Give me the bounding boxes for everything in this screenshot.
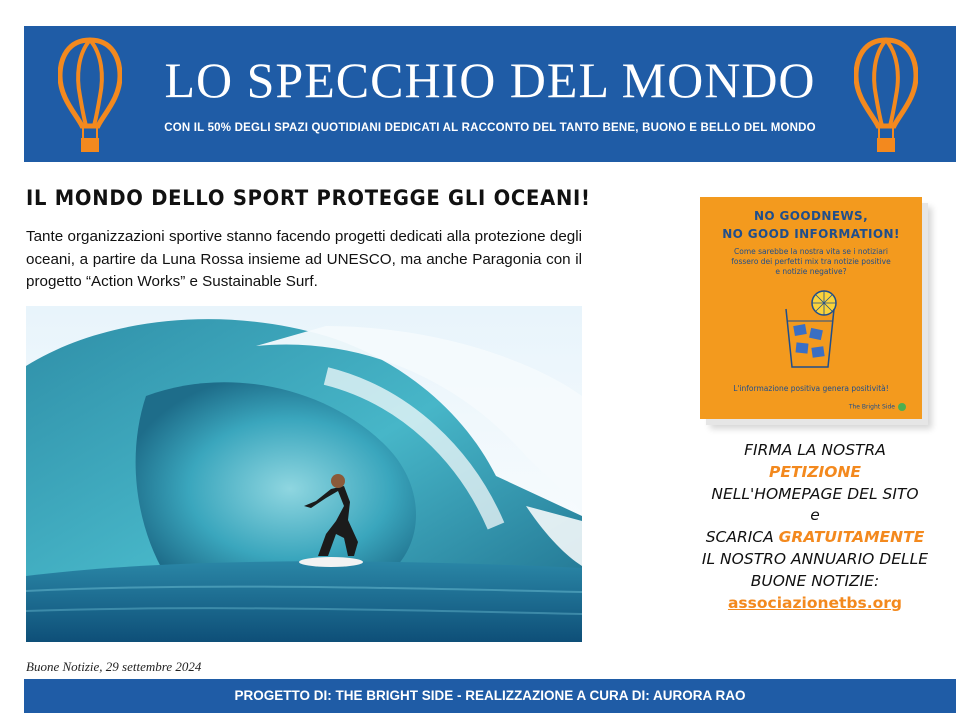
hot-air-balloon-icon	[854, 36, 918, 154]
website-link[interactable]: associazionetbs.org	[727, 593, 903, 612]
poster-brand	[849, 403, 906, 411]
poster-question: Come sarebbe la nostra vita se i notiziari fossero dei perfetti mix tra notizie positive e notizie negative?	[731, 247, 891, 276]
article-body: Tante organizzazioni sportive stanno facendo progetti dedicati alla protezione degli oceani, a partire da Luna Rossa insieme ad UNESCO, ma anche Paragonia con il progetto “Action Works” e Sustainable Surf.	[26, 228, 582, 290]
surf-photo	[26, 306, 582, 642]
cta-line-1: FIRMA LA NOSTRA	[744, 441, 886, 459]
cta-line-7: BUONE NOTIZIE:	[750, 571, 880, 590]
petition-call-to-action	[690, 440, 940, 614]
cta-line-6: IL NOSTRO ANNUARIO DELLE	[701, 549, 929, 568]
cta-line-5	[690, 527, 940, 549]
footer-credits: PROGETTO DI: THE BRIGHT SIDE - REALIZZAZIONE A CURA DI: AURORA RAO	[24, 679, 956, 713]
masthead-tagline: CON IL 50% DEGLI SPAZI QUOTIDIANI DEDICATI AL RACCONTO DEL TANTO BENE, BUONO E BELLO DEL MONDO	[164, 122, 816, 134]
apple-icon	[898, 403, 906, 411]
poster-heading-line1: NO GOODNEWS,	[753, 209, 869, 223]
cta-download: SCARICA	[705, 528, 779, 547]
goodnews-poster	[700, 197, 922, 419]
poster-footer: L'informazione positiva genera positività!	[733, 384, 889, 393]
poster-brand-label: The Bright Side	[848, 403, 895, 411]
cta-line-4: e	[810, 506, 820, 525]
masthead-title: LO SPECCHIO DEL MONDO	[164, 52, 816, 108]
glass-with-lemon-icon	[778, 289, 848, 369]
poster-heading-line2: NO GOOD INFORMATION!	[722, 227, 900, 241]
masthead-banner	[24, 26, 956, 162]
article-byline: Buone Notizie, 29 settembre 2024	[26, 659, 202, 674]
article-headline: IL MONDO DELLO SPORT PROTEGGE GLI OCEANI!	[26, 186, 591, 210]
cta-free: GRATUITAMENTE	[778, 528, 925, 547]
cta-petition: PETIZIONE	[768, 462, 862, 481]
cta-line-3: NELL'HOMEPAGE DEL SITO	[711, 484, 919, 503]
